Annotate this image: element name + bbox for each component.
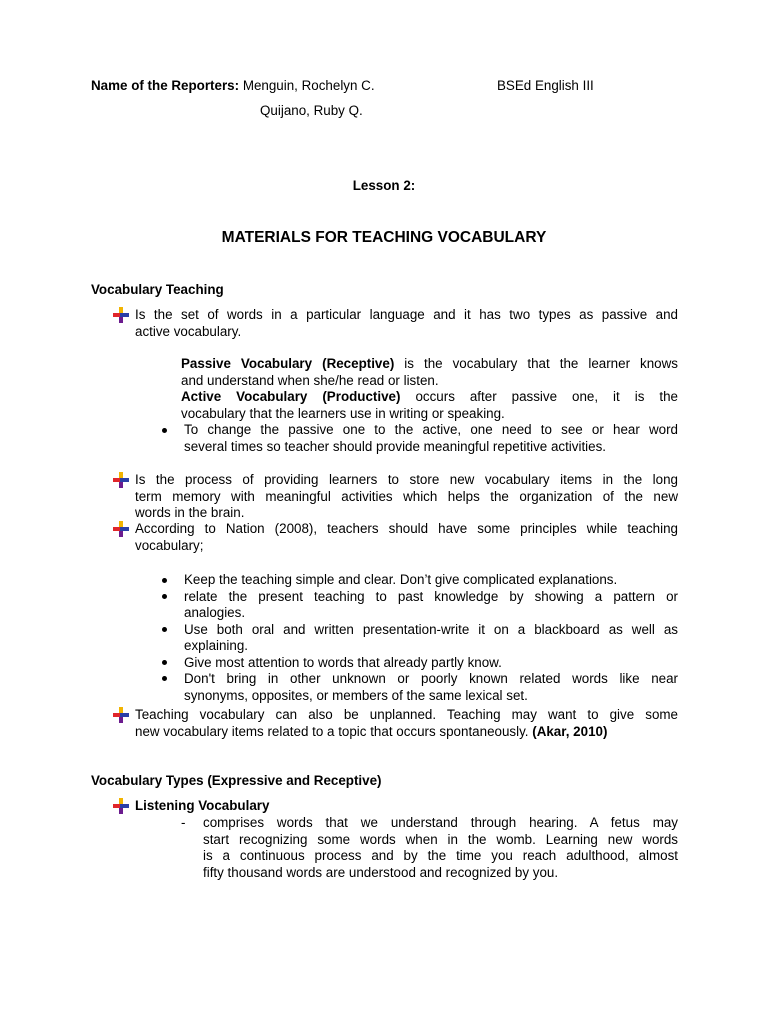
bullet-plus-icon [113,307,129,323]
bullet-2-line-3: words in the brain. [135,505,245,520]
bullet-dot-icon [162,594,167,599]
reporter-2: Quijano, Ruby Q. [260,103,363,118]
listening-vocabulary-label: Listening Vocabulary [135,798,270,813]
listening-desc-line-3: is a continuous process and by the time you reach adulthood, almost [203,848,678,863]
principle-4: Give most attention to words that already partly know. [184,654,502,670]
bullet-dot-icon [162,660,167,665]
course-label: BSEd English III [497,78,594,93]
bullet-4-line-2 [135,724,607,741]
listening-desc-line-2: start recognizing some words when in the womb. Learning new words [203,831,678,847]
reporters-line [91,78,375,95]
bullet-plus-icon [113,521,129,537]
bullet-dot-icon [162,627,167,632]
passive-label: Passive Vocabulary (Receptive) [181,356,395,371]
bullet-plus-icon [113,798,129,814]
bullet-4-line-1: Teaching vocabulary can also be unplanned. Teaching may want to give some [135,707,678,722]
bullet-2-line-1: Is the process of providing learners to store new vocabulary items in the long [135,472,678,487]
bullet-dot-icon [162,578,167,583]
reporter-1: Menguin, Rochelyn C. [242,78,375,93]
bullet-3-line-1: According to Nation (2008), teachers should have some principles while teaching [135,521,678,536]
citation: (Akar, 2010) [532,723,608,739]
passive-line-1 [181,356,678,373]
bullet-4-text: new vocabulary items related to a topic that occurs spontaneously. [135,723,529,739]
listening-desc-line-1: comprises words that we understand through hearing. A fetus may [203,815,678,830]
bullet-dot-icon [162,428,167,433]
bullet-1-line-2: active vocabulary. [135,323,242,339]
principle-3-line-2: explaining. [184,638,249,653]
section-heading-vocabulary-teaching: Vocabulary Teaching [91,282,224,297]
principle-2-line-2: analogies. [184,605,246,620]
passive-text: is the vocabulary that the learner knows [394,356,678,371]
document-title: MATERIALS FOR TEACHING VOCABULARY [221,229,547,246]
reporters-label: Name of the Reporters: [91,78,240,93]
dash-marker: - [181,815,186,830]
bullet-1-line-1: Is the set of words in a particular language and it has two types as passive and [135,307,678,322]
bullet-dot-icon [162,676,167,681]
section-heading-vocabulary-types: Vocabulary Types (Expressive and Receptive) [91,773,382,788]
bullet-2-line-2: term memory with meaningful activities which helps the organization of the new [135,488,678,504]
passive-line-2: and understand when she/he read or listen. [181,372,439,388]
active-text: occurs after passive one, it is the [400,389,678,404]
active-line-1 [181,389,678,406]
principle-2-line-1: relate the present teaching to past knowledge by showing a pattern or [184,588,678,604]
active-label: Active Vocabulary (Productive) [181,389,401,404]
bullet-plus-icon [113,472,129,488]
listening-desc-line-4: fifty thousand words are understood and recognized by you. [203,864,559,880]
principle-5-line-2: synonyms, opposites, or members of the same lexical set. [184,687,528,703]
active-line-2: vocabulary that the learners use in writing or speaking. [181,405,505,421]
sub-bullet-line-1: To change the passive one to the active, one need to see or hear word [184,422,678,437]
lesson-number: Lesson 2: [352,178,416,193]
principle-1: Keep the teaching simple and clear. Don’t give complicated explanations. [184,572,618,587]
sub-bullet-line-2: several times so teacher should provide meaningful repetitive activities. [184,438,607,454]
principle-5-line-1: Don't bring in other unknown or poorly known related words like near [184,671,678,686]
principle-3-line-1: Use both oral and written presentation-write it on a blackboard as well as [184,621,678,637]
bullet-plus-icon [113,707,129,723]
bullet-3-line-2: vocabulary; [135,537,204,553]
